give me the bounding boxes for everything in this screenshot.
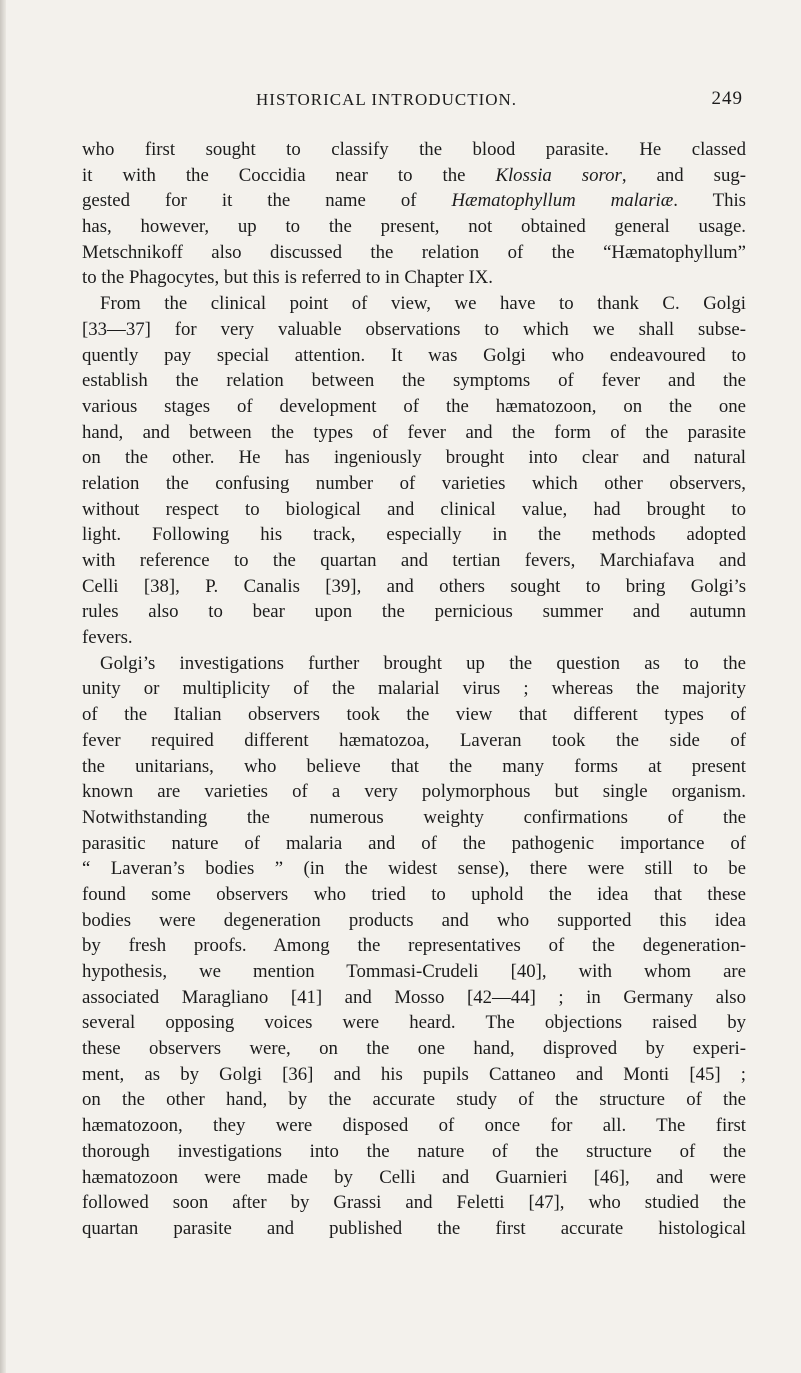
page-edge-shadow [0, 0, 6, 1373]
text-line: relation the confusing number of varieties which other observers, [82, 472, 746, 494]
text-line: bodies were degeneration products and who supported this idea [82, 909, 746, 931]
text-line: it with the Coccidia near to the Klossia soror, and sug- [82, 164, 746, 186]
body-text [82, 137, 746, 1242]
text-line: Notwithstanding the numerous weighty confirmations of the [82, 806, 746, 828]
page-header [256, 88, 743, 112]
text-line: the unitarians, who believe that the many forms at present [82, 755, 746, 777]
running-head: HISTORICAL INTRODUCTION. [256, 90, 518, 109]
text-line: parasitic nature of malaria and of the pathogenic importance of [82, 832, 746, 854]
text-line: of the Italian observers took the view that different types of [82, 704, 746, 726]
text-line: several opposing voices were heard. The objections raised by [82, 1012, 746, 1034]
text-line: hæmatozoon were made by Celli and Guarnieri [46], and were [82, 1166, 746, 1188]
text-line: [33—37] for very valuable observations to which we shall subse- [82, 318, 746, 340]
text-line: these observers were, on the one hand, disproved by experi- [82, 1038, 746, 1060]
text-line: hypothesis, we mention Tommasi-Crudeli [40], with whom are [82, 961, 746, 982]
text-line: quently pay special attention. It was Golgi who endeavoured to [82, 344, 746, 366]
text-line: establish the relation between the symptoms of fever and the [82, 370, 746, 392]
text-line: found some observers who tried to uphold the idea that these [82, 883, 746, 905]
text-line: Golgi’s investigations further brought up the question as to the [100, 652, 746, 674]
text-line: fever required different hæmatozoa, Laveran took the side of [82, 729, 746, 751]
text-line: gested for it the name of Hæmatophyllum malariæ. This [82, 190, 746, 212]
text-line: Metschnikoff also discussed the relation of the “Hæmatophyllum” [82, 241, 746, 263]
text-line: on the other hand, by the accurate study of the structure of the [82, 1089, 746, 1111]
text-line: who first sought to classify the blood parasite. He classed [82, 139, 746, 160]
text-line: has, however, up to the present, not obtained general usage. [82, 216, 746, 238]
text-line: unity or multiplicity of the malarial virus ; whereas the majority [82, 678, 746, 700]
text-line: From the clinical point of view, we have to thank C. Golgi [100, 293, 746, 315]
page-number: 249 [711, 88, 743, 109]
text-line: associated Maragliano [41] and Mosso [42—44] ; in Germany also [82, 986, 746, 1008]
text-line: with reference to the quartan and tertian fevers, Marchiafava and [82, 550, 746, 571]
text-line: thorough investigations into the nature of the structure of the [82, 1140, 746, 1162]
text-line: to the Phagocytes, but this is referred to in Chapter IX. [82, 267, 494, 289]
text-line: hæmatozoon, they were disposed of once for all. The first [82, 1115, 746, 1137]
text-line: on the other. He has ingeniously brought into clear and natural [82, 447, 746, 469]
text-line: various stages of development of the hæmatozoon, on the one [82, 395, 746, 417]
text-line: “ Laveran’s bodies ” (in the widest sense), there were still to be [82, 858, 746, 880]
text-line: hand, and between the types of fever and the form of the parasite [82, 421, 746, 443]
text-line: fevers. [82, 627, 133, 649]
text-line: Celli [38], P. Canalis [39], and others sought to bring Golgi’s [82, 575, 746, 597]
text-line: known are varieties of a very polymorphous but single organism. [82, 781, 746, 803]
text-line: rules also to bear upon the pernicious summer and autumn [82, 601, 746, 623]
text-line: quartan parasite and published the first accurate histological [82, 1217, 746, 1239]
text-line: followed soon after by Grassi and Feletti [47], who studied the [82, 1192, 746, 1214]
text-line: light. Following his track, especially in the methods adopted [82, 524, 746, 546]
text-line: without respect to biological and clinical value, had brought to [82, 498, 746, 520]
text-line: by fresh proofs. Among the representatives of the degeneration- [82, 935, 746, 957]
text-line: ment, as by Golgi [36] and his pupils Cattaneo and Monti [45] ; [82, 1063, 746, 1085]
